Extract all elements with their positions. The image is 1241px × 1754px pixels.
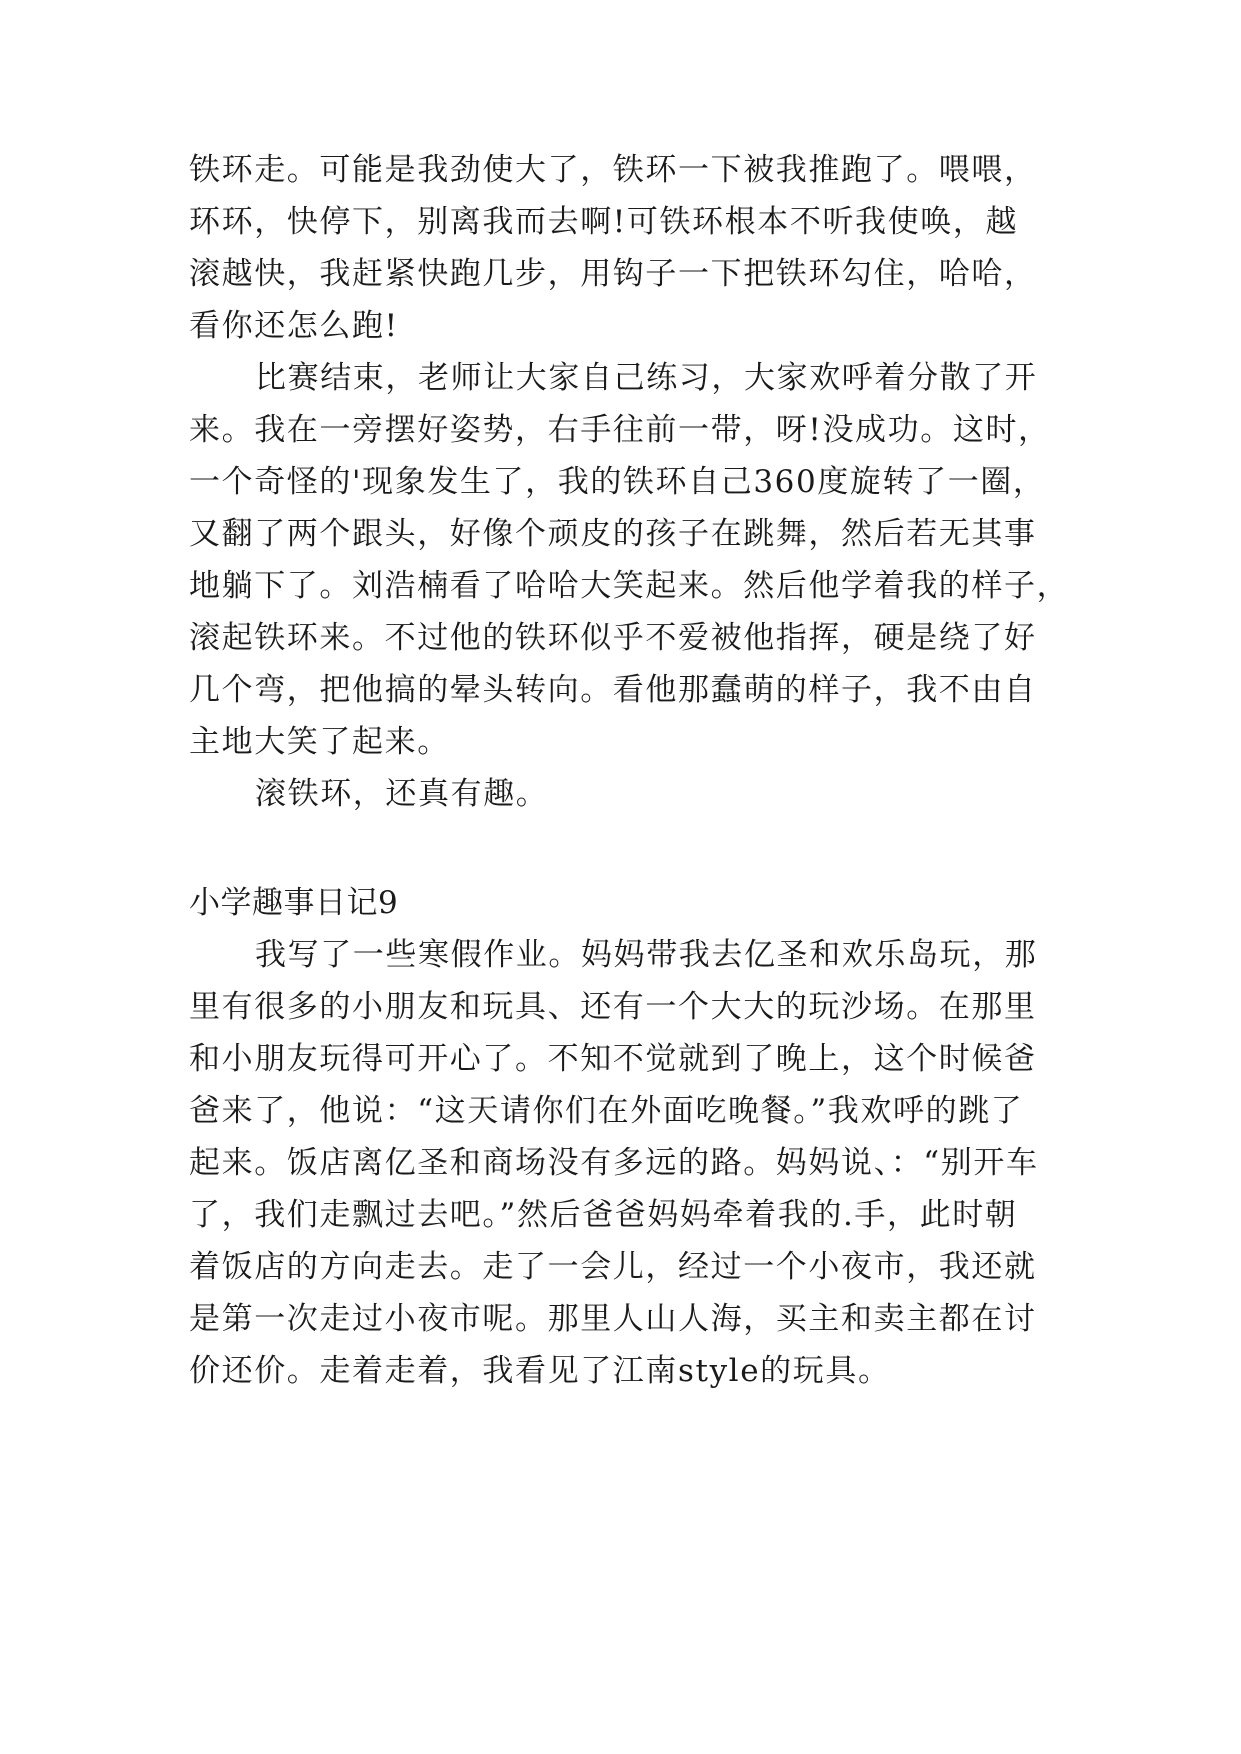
text-line: 里有很多的小朋友和玩具、还有一个大大的玩沙场。在那里 <box>189 989 1037 1025</box>
document-page <box>189 0 1069 1754</box>
text-line: 环环，快停下，别离我而去啊!可铁环根本不听我使唤，越 <box>189 204 1019 240</box>
text-line: 起来。饭店离亿圣和商场没有多远的路。妈妈说、：“别开车 <box>189 1145 1039 1181</box>
text-line: 了，我们走飘过去吧。”然后爸爸妈妈牵着我的.手，此时朝 <box>189 1197 1018 1233</box>
text-line: 爸来了，他说：“这天请你们在外面吃晚餐。”我欢呼的跳了 <box>189 1093 1024 1129</box>
text-line: 着饭店的方向走去。走了一会儿，经过一个小夜市，我还就 <box>189 1249 1037 1285</box>
text-line: 滚起铁环来。不过他的铁环似乎不爱被他指挥，硬是绕了好 <box>189 620 1037 656</box>
text-line: 滚越快，我赶紧快跑几步，用钩子一下把铁环勾住，哈哈， <box>189 256 1037 292</box>
text-line: 铁环走。可能是我劲使大了，铁环一下被我推跑了。喂喂， <box>189 152 1037 188</box>
text-line: 几个弯，把他搞的晕头转向。看他那蠢萌的样子，我不由自 <box>189 672 1037 708</box>
text-line: 看你还怎么跑! <box>189 308 399 344</box>
text-line: 滚铁环，还真有趣。 <box>255 776 549 812</box>
text-line: 和小朋友玩得可开心了。不知不觉就到了晚上，这个时候爸 <box>189 1041 1037 1077</box>
text-line: 地躺下了。刘浩楠看了哈哈大笑起来。然后他学着我的样子， <box>189 568 1070 604</box>
text-line: 又翻了两个跟头，好像个顽皮的孩子在跳舞，然后若无其事 <box>189 516 1037 552</box>
text-line: 是第一次走过小夜市呢。那里人山人海，买主和卖主都在讨 <box>189 1301 1037 1337</box>
text-line: 主地大笑了起来。 <box>189 724 450 760</box>
text-line: 我写了一些寒假作业。妈妈带我去亿圣和欢乐岛玩，那 <box>255 937 1038 973</box>
text-line: 来。我在一旁摆好姿势，右手往前一带，呀!没成功。这时， <box>189 412 1051 448</box>
text-line: 一个奇怪的'现象发生了，我的铁环自己360度旋转了一圈， <box>189 464 1046 500</box>
section-heading: 小学趣事日记9 <box>189 885 399 921</box>
text-line: 比赛结束，老师让大家自己练习，大家欢呼着分散了开 <box>255 360 1038 396</box>
text-line: 价还价。走着走着，我看见了江南style的玩具。 <box>189 1353 891 1389</box>
